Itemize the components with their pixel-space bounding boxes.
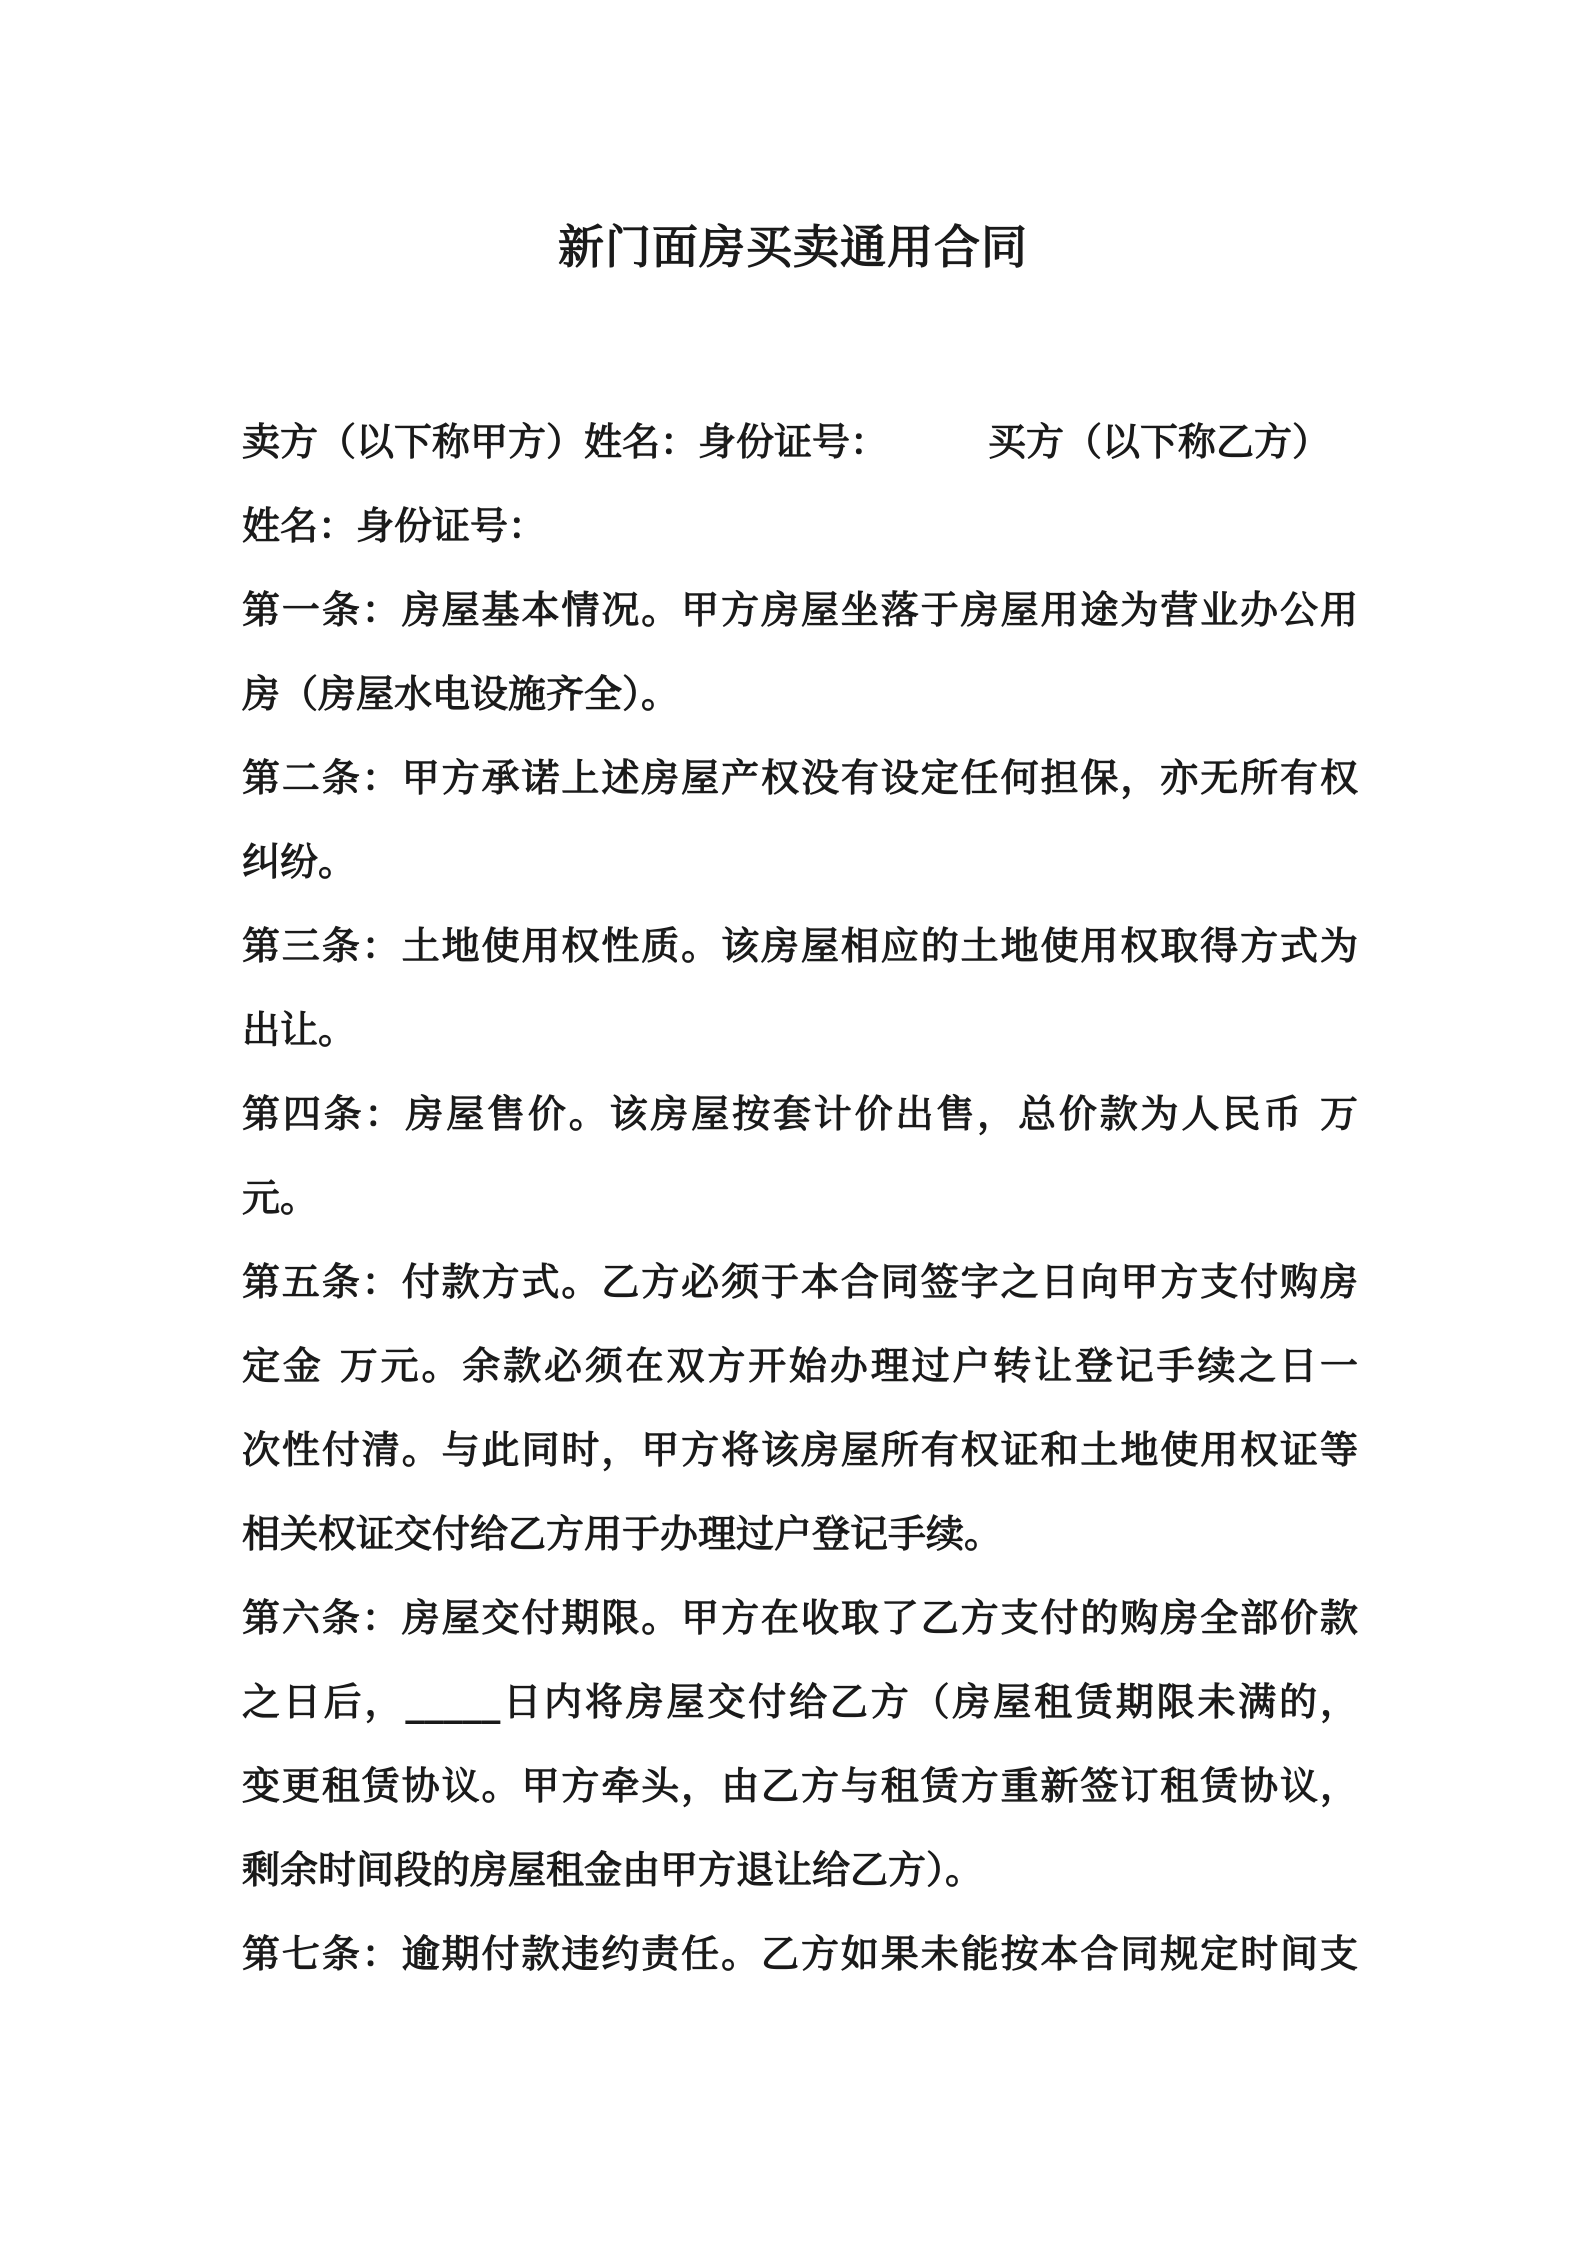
article-6-line-1: 第六条：房屋交付期限。甲方在收取了乙方支付的购房全部价款 [242,1596,1358,1640]
article-4-line-2: 元。 [242,1176,319,1220]
buyer-label: 买方（以下称乙方） [988,420,1331,464]
article-2-line-2: 纠纷。 [242,840,357,884]
article-5-line-2: 定金 万元。余款必须在双方开始办理过户转让登记手续之日一 [242,1344,1358,1388]
parties-line [242,400,1358,484]
parties-line-cont: 姓名：身份证号： [242,504,547,548]
article-6-line-4: 剩余时间段的房屋租金由甲方退让给乙方）。 [242,1848,984,1892]
article-1-line-1: 第一条：房屋基本情况。甲方房屋坐落于房屋用途为营业办公用 [242,588,1358,632]
article-1-line-2: 房（房屋水电设施齐全）。 [242,672,680,716]
article-5-line-4: 相关权证交付给乙方用于办理过户登记手续。 [242,1512,1003,1556]
article-6-line-3: 变更租赁协议。甲方牵头，由乙方与租赁方重新签订租赁协议， [242,1764,1358,1808]
article-5-line-1: 第五条：付款方式。乙方必须于本合同签字之日向甲方支付购房 [242,1260,1358,1304]
article-3-line-1: 第三条：土地使用权性质。该房屋相应的土地使用权取得方式为 [242,924,1358,968]
article-2-line-1: 第二条：甲方承诺上述房屋产权没有设定任何担保，亦无所有权 [242,756,1358,800]
article-7-line-1: 第七条：逾期付款违约责任。乙方如果未能按本合同规定时间支 [242,1932,1358,1976]
article-5-line-3: 次性付清。与此同时，甲方将该房屋所有权证和土地使用权证等 [242,1428,1358,1472]
seller-label: 卖方（以下称甲方）姓名：身份证号： [242,420,889,464]
article-4-line-1: 第四条：房屋售价。该房屋按套计价出售，总价款为人民币 万 [242,1092,1358,1136]
document-body [242,400,1358,1996]
document-title: 新门面房买卖通用合同 [558,220,1028,274]
article-3-line-2: 出让。 [242,1008,357,1052]
article-6-line-2: 之日后，_____日内将房屋交付给乙方（房屋租赁期限未满的， [242,1680,1358,1724]
